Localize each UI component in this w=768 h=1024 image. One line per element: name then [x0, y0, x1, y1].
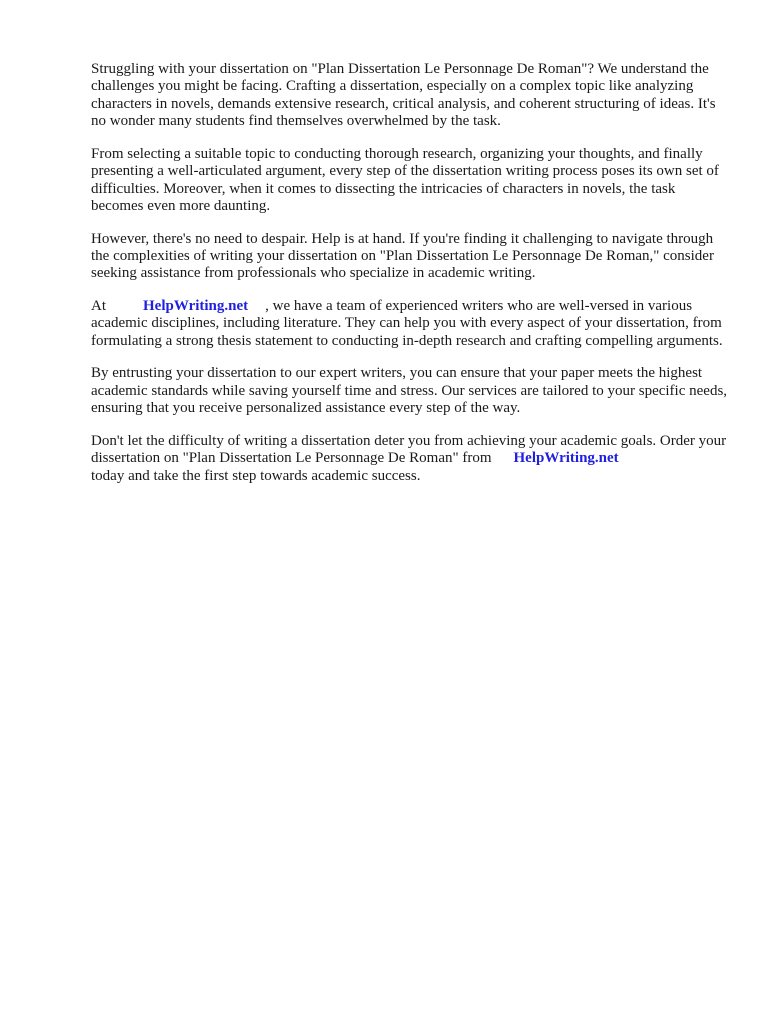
paragraph-intro: Struggling with your dissertation on "Plan Dissertation Le Personnage De Roman"? We understand the challenges you might be facing. Crafting a dissertation, especially on a complex topic like analyzing characters in novels, demands extensive research, critical analysis, and coherent structuring of ideas. It's no wonder many students find themselves overwhelmed by the task. — [91, 61, 716, 130]
paragraph-service-text: , we have a team of experienced writers who are well-versed in various academic disciplines, including literature. They can help you with every aspect of your dissertation, from formulating a strong thesis statement to conducting in-depth research and crafting compelling arguments. — [91, 298, 723, 349]
document-body — [91, 61, 731, 500]
paragraph-service-lead: At — [91, 298, 106, 315]
paragraph-difficulties: From selecting a suitable topic to conducting thorough research, organizing your thoughts, and finally presenting a well-articulated argument, every step of the dissertation writing process poses its own set of difficulties. Moreover, when it comes to dissecting the intricacies of characters in novels, the task becomes even more daunting. — [91, 145, 719, 215]
paragraph-experts: By entrusting your dissertation to our expert writers, you can ensure that your paper meets the highest academic standards while saving yourself time and stress. Our services are tailored to your specific needs, ensuring that you receive personalized assistance every step of the way. — [91, 365, 728, 417]
helpwriting-link[interactable]: HelpWriting.net — [143, 298, 249, 315]
helpwriting-link-cta[interactable]: HelpWriting.net — [513, 450, 619, 467]
paragraph-cta-lead: Don't let the difficulty of writing a dissertation deter you from achieving your academic goals. Order your dissertation on "Plan Dissertation Le Personnage De Roman" from — [91, 432, 727, 467]
paragraph-help: However, there's no need to despair. Help is at hand. If you're finding it challenging to navigate through the complexities of writing your dissertation on "Plan Dissertation Le Personnage De Roman," consider seeking assistance from professionals who specialize in academic writing. — [91, 230, 714, 282]
paragraph-cta-tail: today and take the first step towards academic success. — [91, 467, 421, 484]
paragraph-cta — [91, 433, 731, 485]
paragraph-service — [91, 298, 731, 350]
